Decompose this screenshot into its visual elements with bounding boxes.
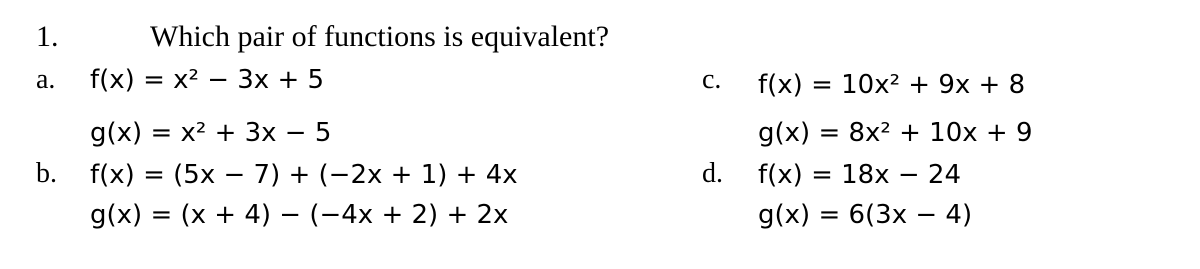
option-d-label: d. xyxy=(702,158,723,189)
question-prompt: Which pair of functions is equivalent? xyxy=(150,20,610,53)
option-b-label: b. xyxy=(36,158,57,189)
option-a-g: g(x) = x² + 3x − 5 xyxy=(90,118,332,148)
option-a-label: a. xyxy=(36,64,56,95)
option-b-g: g(x) = (x + 4) − (−4x + 2) + 2x xyxy=(90,200,509,230)
option-c-f: f(x) = 10x² + 9x + 8 xyxy=(758,70,1026,100)
option-c-label: c. xyxy=(702,64,722,95)
option-d-f: f(x) = 18x − 24 xyxy=(758,160,962,190)
option-b-f: f(x) = (5x − 7) + (−2x + 1) + 4x xyxy=(90,160,518,190)
question-number: 1. xyxy=(36,20,59,53)
option-c-g: g(x) = 8x² + 10x + 9 xyxy=(758,118,1033,148)
option-a-f: f(x) = x² − 3x + 5 xyxy=(90,65,325,95)
option-d-g: g(x) = 6(3x − 4) xyxy=(758,200,973,230)
